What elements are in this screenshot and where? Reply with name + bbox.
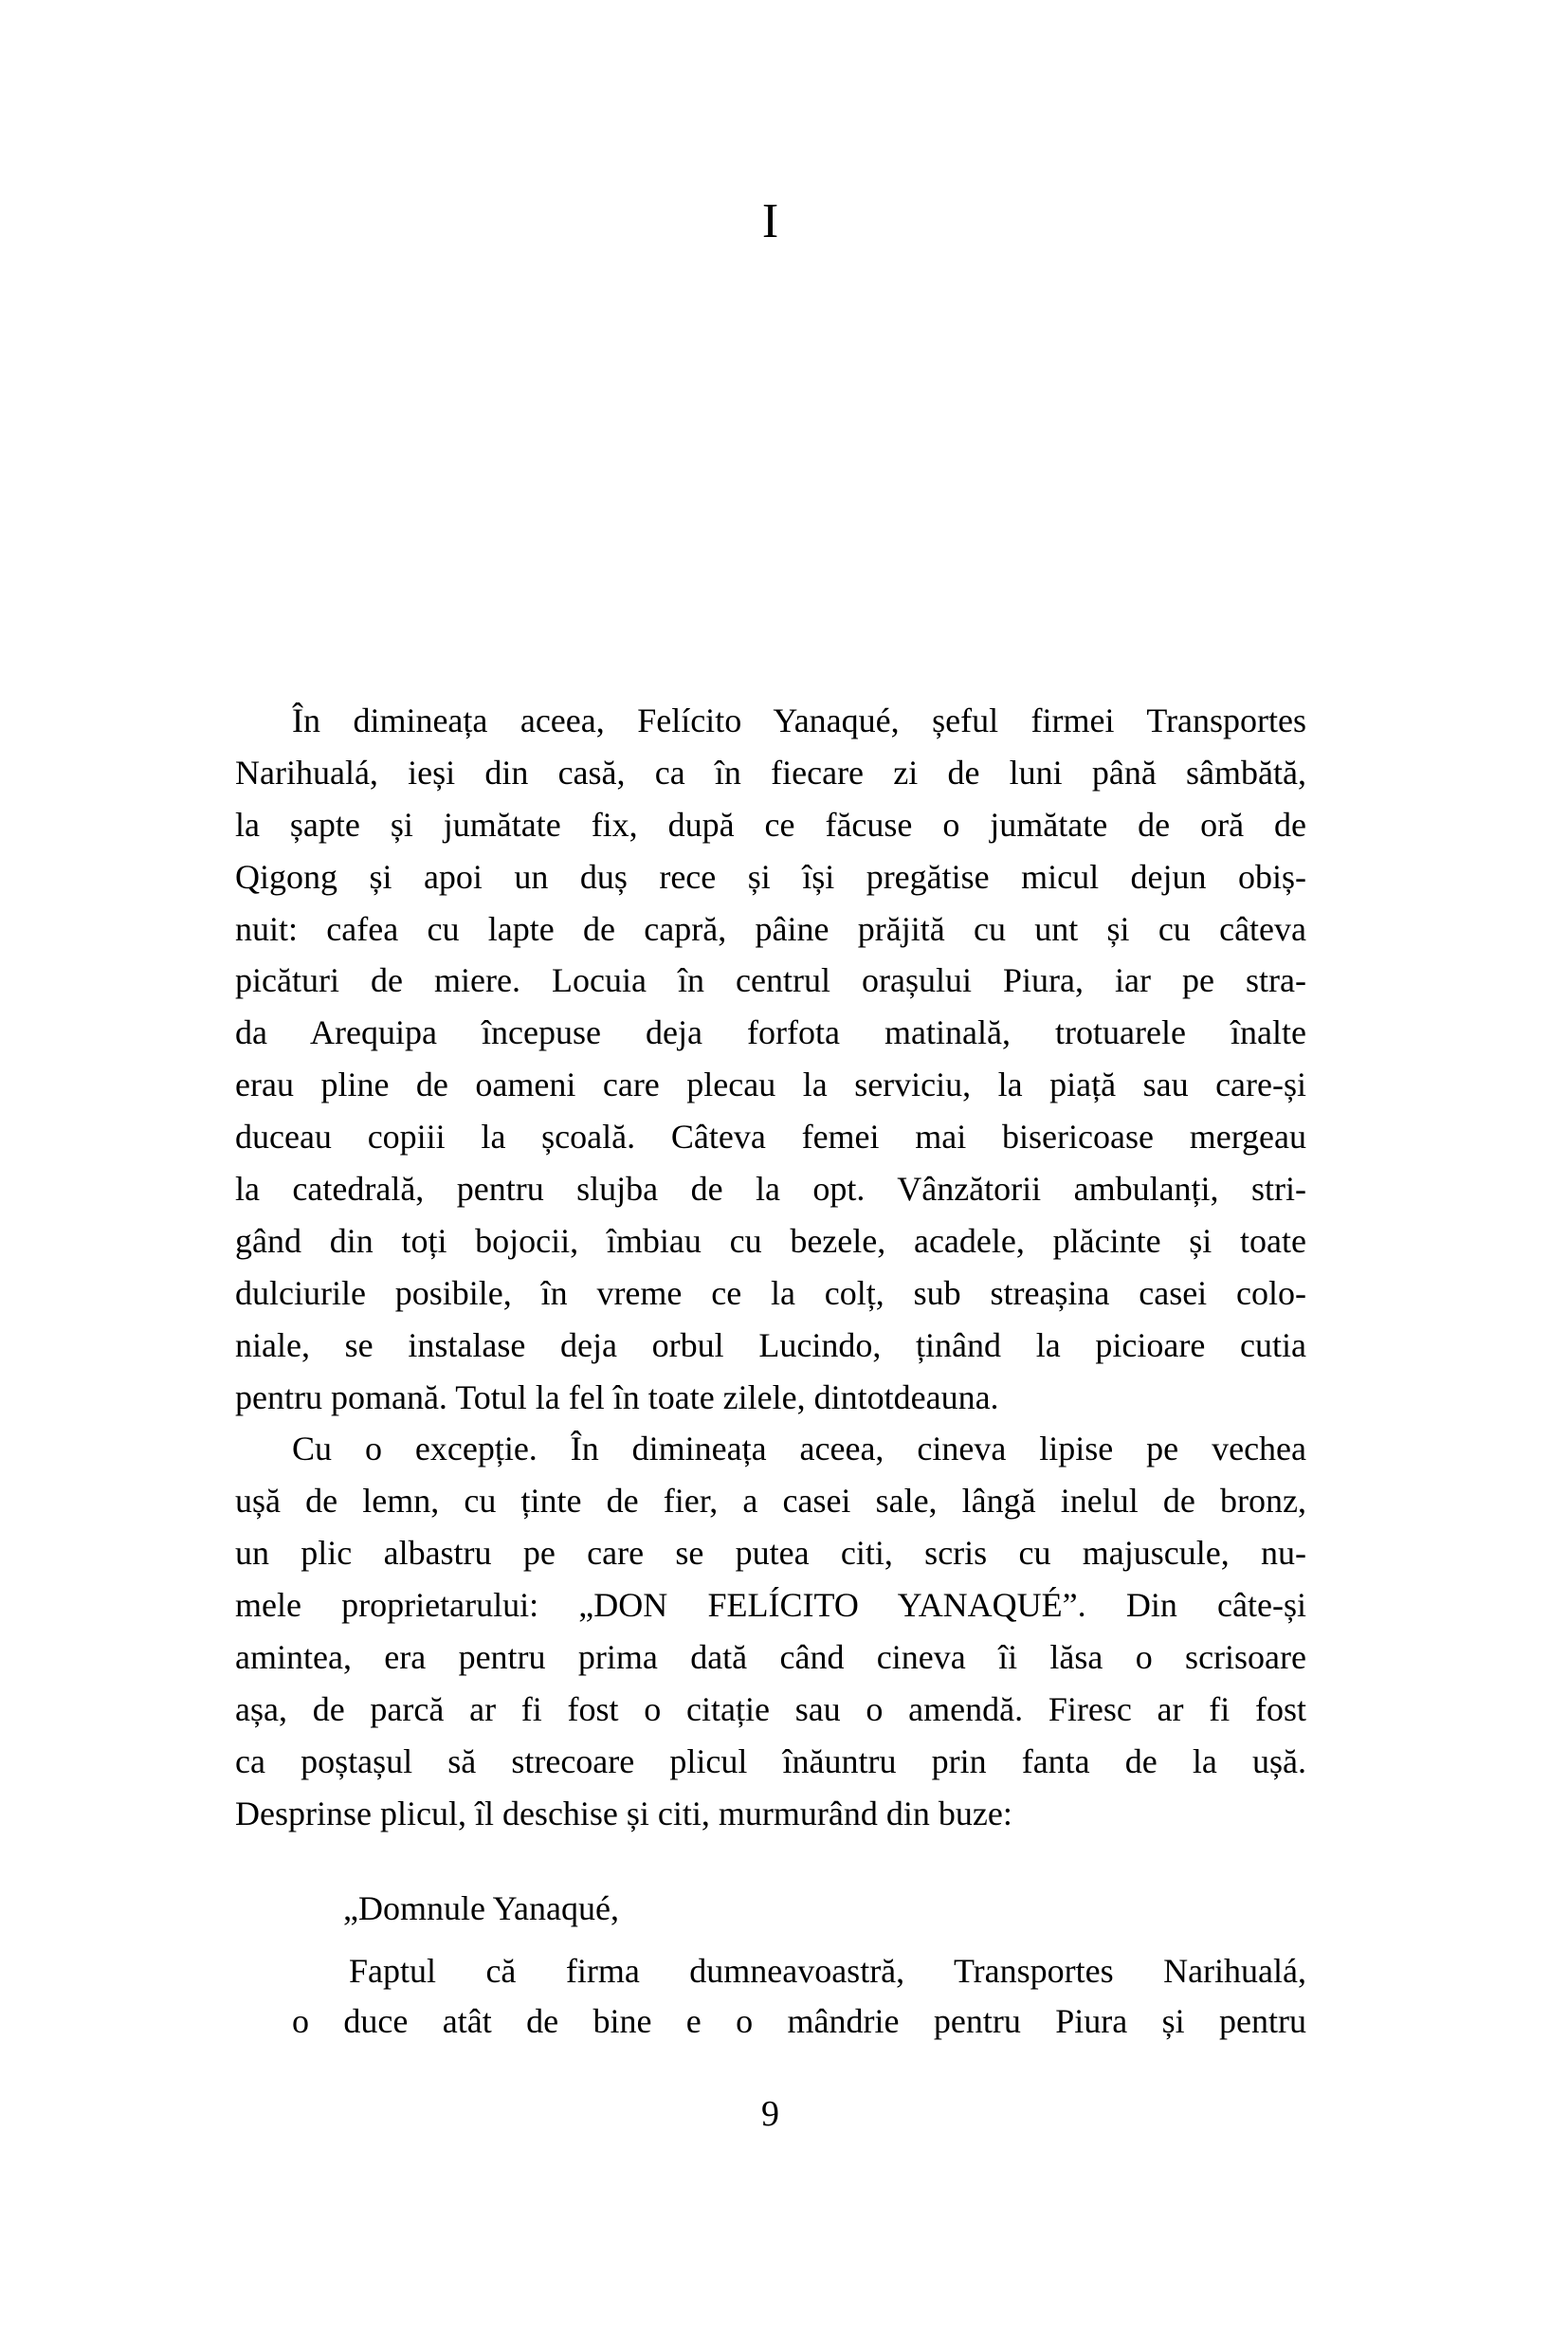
text-line: duceau copiii la școală. Câteva femei mai bisericoase mergeau — [235, 1118, 1306, 1157]
text-line: gând din toți bojocii, îmbiau cu bezele, acadele, plăcinte și toate — [235, 1221, 1306, 1260]
text-line: la catedrală, pentru slujba de la opt. Vânzătorii ambulanți, stri- — [235, 1170, 1306, 1209]
text-line: un plic albastru pe care se putea citi, scris cu majuscule, nu- — [235, 1534, 1306, 1573]
text-line: niale, se instalase deja orbul Lucindo, ținând la picioare cutia — [235, 1325, 1306, 1364]
paragraph — [235, 1423, 1306, 1839]
text-line: În dimineața aceea, Felícito Yanaqué, șeful firmei Transportes — [292, 702, 1306, 739]
paragraph — [235, 695, 1306, 1423]
text-line: amintea, era pentru prima dată când cineva îi lăsa o scrisoare — [235, 1638, 1306, 1677]
text-line: așa, de parcă ar fi fost o citație sau o amendă. Firesc ar fi fost — [235, 1689, 1306, 1728]
text-line: Desprinse plicul, îl deschise și citi, murmurând din buze: — [235, 1794, 1012, 1832]
text-line: erau pline de oameni care plecau la serviciu, la piață sau care-și — [235, 1066, 1306, 1104]
text-line: pentru pomană. Totul la fel în toate zilele, dintotdeauna. — [235, 1377, 999, 1416]
letter-line: Faptul că firma dumneavoastră, Transportes Narihualá, — [349, 1952, 1306, 1990]
text-line: nuit: cafea cu lapte de capră, pâine prăjită cu unt și cu câteva — [235, 909, 1306, 948]
text-line: ușă de lemn, cu ținte de fier, a casei sale, lângă inelul de bronz, — [235, 1482, 1306, 1521]
letter-line: o duce atât de bine e o mândrie pentru Piura și pentru — [292, 2002, 1306, 2040]
chapter-heading: I — [761, 194, 779, 248]
text-line: ca poștașul să strecoare plicul înăuntru prin fanta de la ușă. — [235, 1741, 1306, 1780]
text-line: Qigong și apoi un duș rece și își pregătise micul dejun obiș- — [235, 857, 1306, 896]
text-line: la șapte și jumătate fix, după ce făcuse o jumătate de oră de — [235, 805, 1306, 844]
text-line: mele proprietarului: „DON FELÍCITO YANAQUÉ”. Din câte-și — [235, 1586, 1306, 1625]
text-line: Narihualá, ieși din casă, ca în fiecare zi de luni până sâmbătă, — [235, 753, 1306, 792]
page-number: 9 — [761, 2094, 779, 2134]
letter-salutation: „Domnule Yanaqué, — [343, 1889, 619, 1927]
text-line: da Arequipa începuse deja forfota matinală, trotuarele înalte — [235, 1013, 1306, 1052]
letter-body — [292, 1946, 1306, 2047]
text-line: picături de miere. Locuia în centrul orașului Piura, iar pe stra- — [235, 961, 1306, 1000]
text-line: Cu o excepție. În dimineața aceea, cineva lipise pe vechea — [292, 1430, 1306, 1468]
text-line: dulciurile posibile, în vreme ce la colț, sub streașina casei colo- — [235, 1273, 1306, 1312]
body-text — [235, 695, 1306, 1840]
